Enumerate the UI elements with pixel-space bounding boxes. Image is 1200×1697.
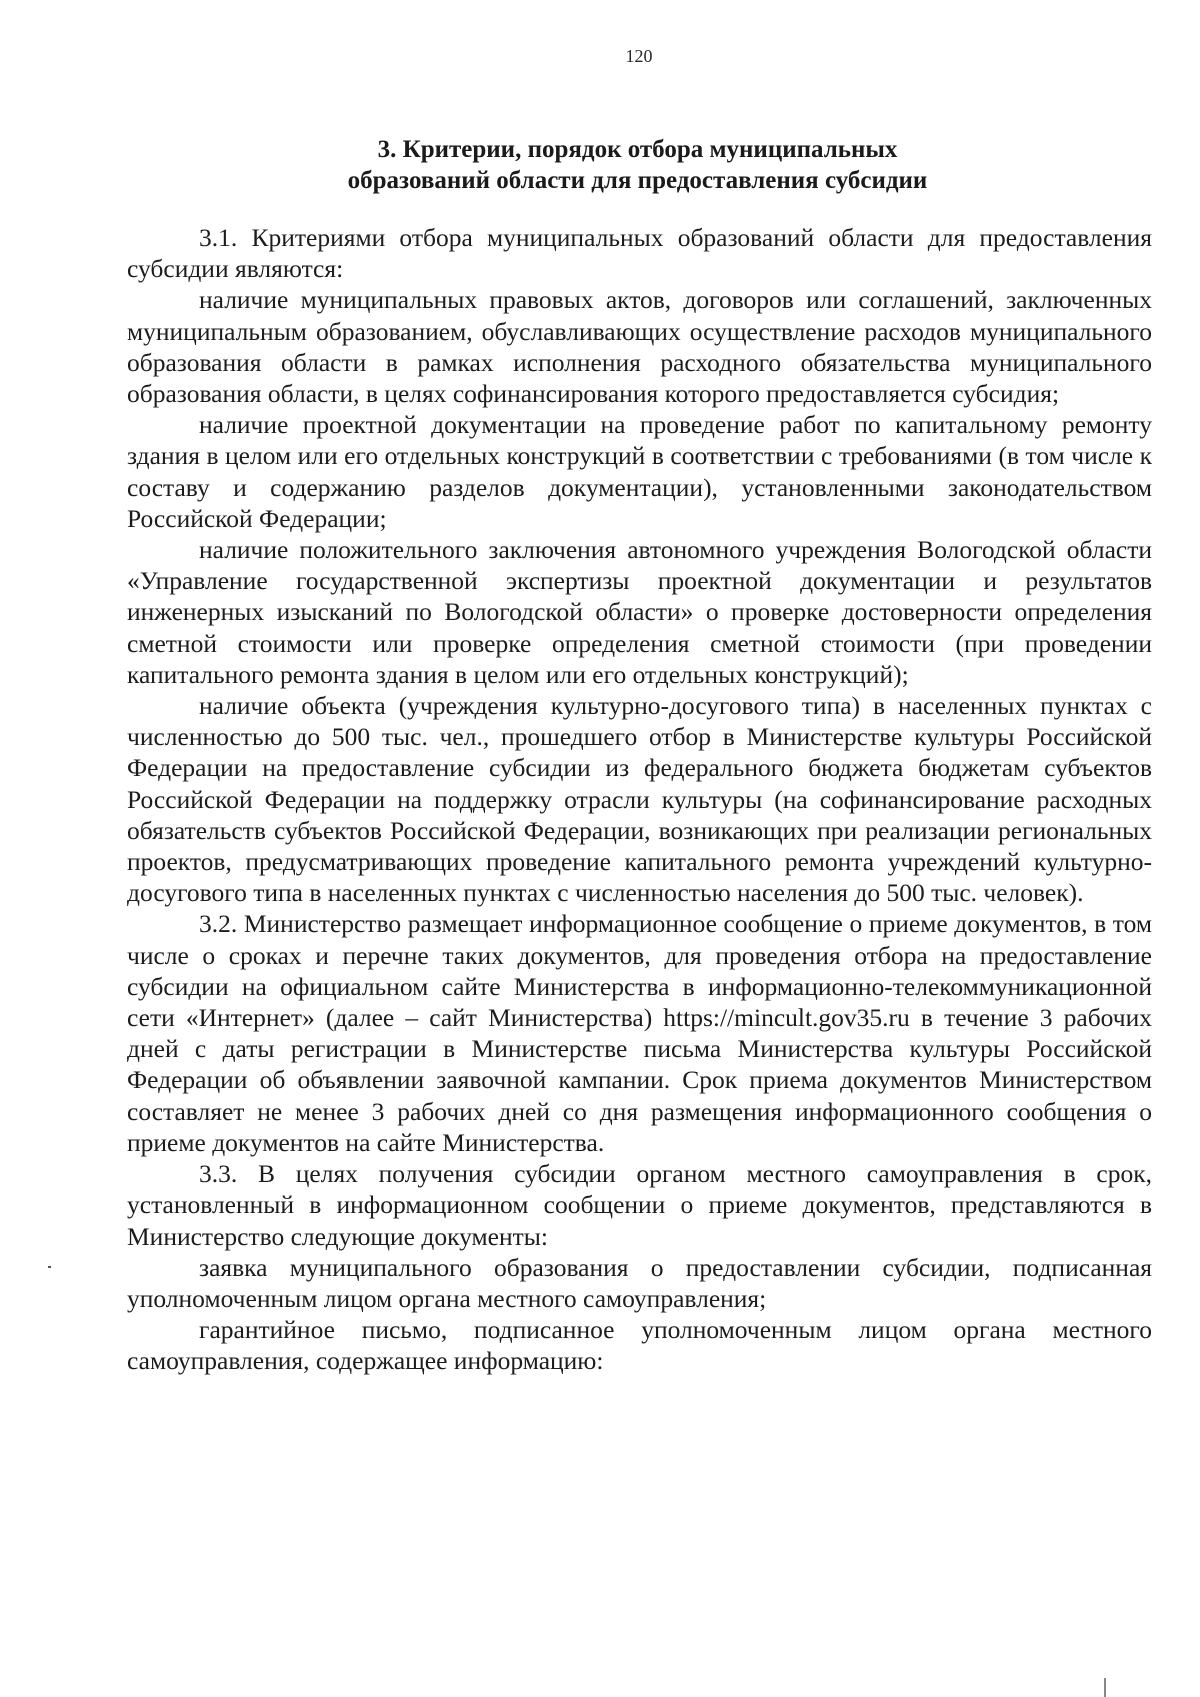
paragraph-3-3: 3.3. В целях получения субсидии органом местного самоуправления в срок, установленный в информационном сообщении о приеме документов, представляются в Министерство следующие документы: <box>127 1159 1152 1251</box>
scan-artifact-dot <box>48 1266 51 1268</box>
criterion-project-documentation: наличие проектной документации на проведение работ по капитальному ремонту здания в целом или его отдельных конструкций в соответствии с требованиями (в том числе к составу и содержанию разделов документации), установленными законодательством Российской Федерации; <box>127 410 1152 533</box>
page-number: 120 <box>625 46 653 66</box>
section-title-line-1: 3. Критерии, порядок отбора муниципальных <box>377 136 898 163</box>
body-text <box>127 222 1152 1377</box>
paragraph-3-1: 3.1. Критериями отбора муниципальных образований области для предоставления субсидии являются: <box>127 223 1152 284</box>
criterion-selected-object: наличие объекта (учреждения культурно-досугового типа) в населенных пунктах с численностью до 500 тыс. чел., прошедшего отбор в Министерстве культуры Российской Федерации на предоставление субсидии из федерального бюджета бюджетам субъектов Российской Федерации на поддержку отрасли культуры (на софинансирование расходных обязательств субъектов Российской Федерации, возникающих при реализации региональных проектов, предусматривающих проведение капитального ремонта учреждений культурно-досугового типа в населенных пунктах с численностью населения до 500 тыс. человек). <box>127 691 1152 908</box>
scan-artifact-line <box>1104 1678 1106 1697</box>
document-guarantee-letter: гарантийное письмо, подписанное уполномоченным лицом органа местного самоуправления, содержащее информацию: <box>127 1315 1152 1376</box>
section-title-line-2: образований области для предоставления субсидии <box>347 167 928 194</box>
document-application: заявка муниципального образования о предоставлении субсидии, подписанная уполномоченным лицом органа местного самоуправления; <box>127 1252 1152 1313</box>
criterion-expert-conclusion: наличие положительного заключения автономного учреждения Вологодской области «Управление государственной экспертизы проектной документации и результатов инженерных изысканий по Вологодской области» о проверке достоверности определения сметной стоимости или проверке определения сметной стоимости (при проведении капитального ремонта здания в целом или его отдельных конструкций); <box>127 535 1152 689</box>
section-title <box>200 134 1075 196</box>
paragraph-3-2: 3.2. Министерство размещает информационное сообщение о приеме документов, в том числе о сроках и перечне таких документов, для проведения отбора на предоставление субсидии на официальном сайте Министерства в информационно-телекоммуникационной сети «Интернет» (далее – сайт Министерства) https://mincult.gov35.ru в течение 3 рабочих дней с даты регистрации в Министерстве письма Министерства культуры Российской Федерации об объявлении заявочной кампании. Срок приема документов Министерством составляет не менее 3 рабочих дней со дня размещения информационного сообщения о приеме документов на сайте Министерства. <box>127 909 1152 1157</box>
criterion-legal-acts: наличие муниципальных правовых актов, договоров или соглашений, заключенных муниципальным образованием, обуславливающих осуществление расходов муниципального образования области в рамках исполнения расходного обязательства муниципального образования области, в целях софинансирования которого предоставляется субсидия; <box>127 285 1152 409</box>
